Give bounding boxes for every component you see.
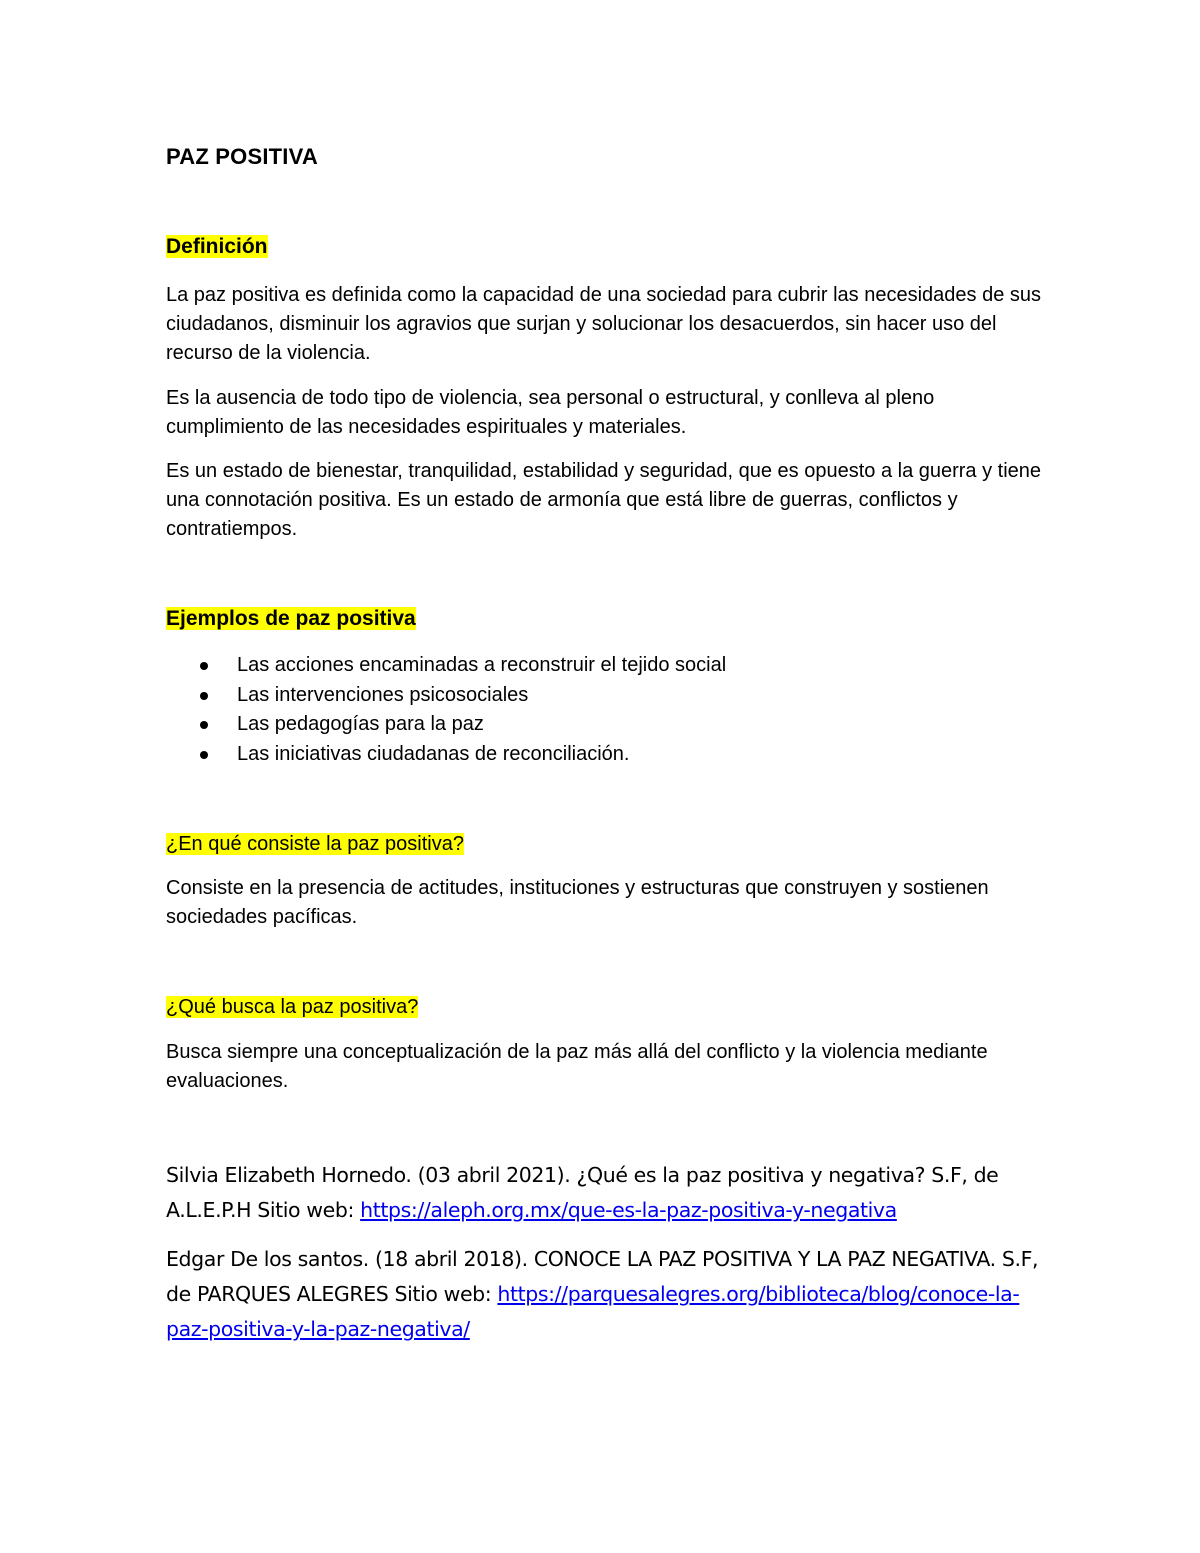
consiste-heading-text: ¿En qué consiste la paz positiva? bbox=[166, 833, 464, 855]
definicion-paragraph-2: Es la ausencia de todo tipo de violencia, sea personal o estructural, y conlleva al pleno cumplimiento de las necesidades espirituales y materiales. bbox=[166, 387, 935, 438]
list-item bbox=[166, 740, 1046, 770]
bullet-icon bbox=[200, 662, 208, 670]
reference-2 bbox=[166, 1242, 1046, 1347]
list-item-text: Las pedagogías para la paz bbox=[237, 713, 484, 735]
consiste-heading bbox=[166, 830, 464, 858]
definicion-heading-text: Definición bbox=[166, 235, 268, 258]
reference-2-link[interactable]: https://parquesalegres.org/biblioteca/blog/conoce-la-paz-positiva-y-la-paz-negativa/ bbox=[166, 1282, 1020, 1341]
reference-1-link[interactable]: https://aleph.org.mx/que-es-la-paz-positiva-y-negativa bbox=[360, 1198, 897, 1222]
busca-heading bbox=[166, 993, 418, 1021]
busca-paragraph: Busca siempre una conceptualización de la paz más allá del conflicto y la violencia mediante evaluaciones. bbox=[166, 1041, 988, 1092]
definicion-paragraph-3: Es un estado de bienestar, tranquilidad, estabilidad y seguridad, que es opuesto a la guerra y tiene una connotación positiva. Es un estado de armonía que está libre de guerras, conflictos y contratiempos. bbox=[166, 460, 1042, 540]
document-title: PAZ POSITIVA bbox=[166, 144, 318, 169]
reference-1 bbox=[166, 1158, 1046, 1228]
list-item bbox=[166, 710, 1046, 740]
list-item bbox=[166, 681, 1046, 711]
definicion-paragraph-1: La paz positiva es definida como la capacidad de una sociedad para cubrir las necesidades de sus ciudadanos, disminuir los agravios que surjan y solucionar los desacuerdos, sin hacer uso del recurso de la violencia. bbox=[166, 284, 1041, 364]
ejemplos-heading bbox=[166, 605, 416, 633]
reference-2-text: Edgar De los santos. (18 abril 2018). CONOCE LA PAZ POSITIVA Y LA PAZ NEGATIVA. S.F, de PARQUES ALEGRES Sitio web: bbox=[166, 1247, 1039, 1306]
list-item-text: Las iniciativas ciudadanas de reconciliación. bbox=[237, 742, 630, 765]
ejemplos-heading-text: Ejemplos de paz positiva bbox=[166, 607, 416, 630]
list-item-text: Las intervenciones psicosociales bbox=[237, 683, 529, 706]
definicion-heading bbox=[166, 233, 268, 261]
consiste-paragraph: Consiste en la presencia de actitudes, instituciones y estructuras que construyen y sostienen sociedades pacíficas. bbox=[166, 877, 989, 928]
list-item bbox=[166, 651, 1046, 681]
busca-heading-text: ¿Qué busca la paz positiva? bbox=[166, 996, 419, 1018]
bullet-icon bbox=[200, 721, 208, 729]
reference-1-text: Silvia Elizabeth Hornedo. (03 abril 2021). ¿Qué es la paz positiva y negativa? S.F, de A.L.E.P.H Sitio web: bbox=[166, 1163, 999, 1222]
ejemplos-list bbox=[166, 651, 1046, 769]
bullet-icon bbox=[200, 692, 208, 700]
list-item-text: Las acciones encaminadas a reconstruir el tejido social bbox=[237, 654, 727, 676]
bullet-icon bbox=[200, 751, 208, 759]
